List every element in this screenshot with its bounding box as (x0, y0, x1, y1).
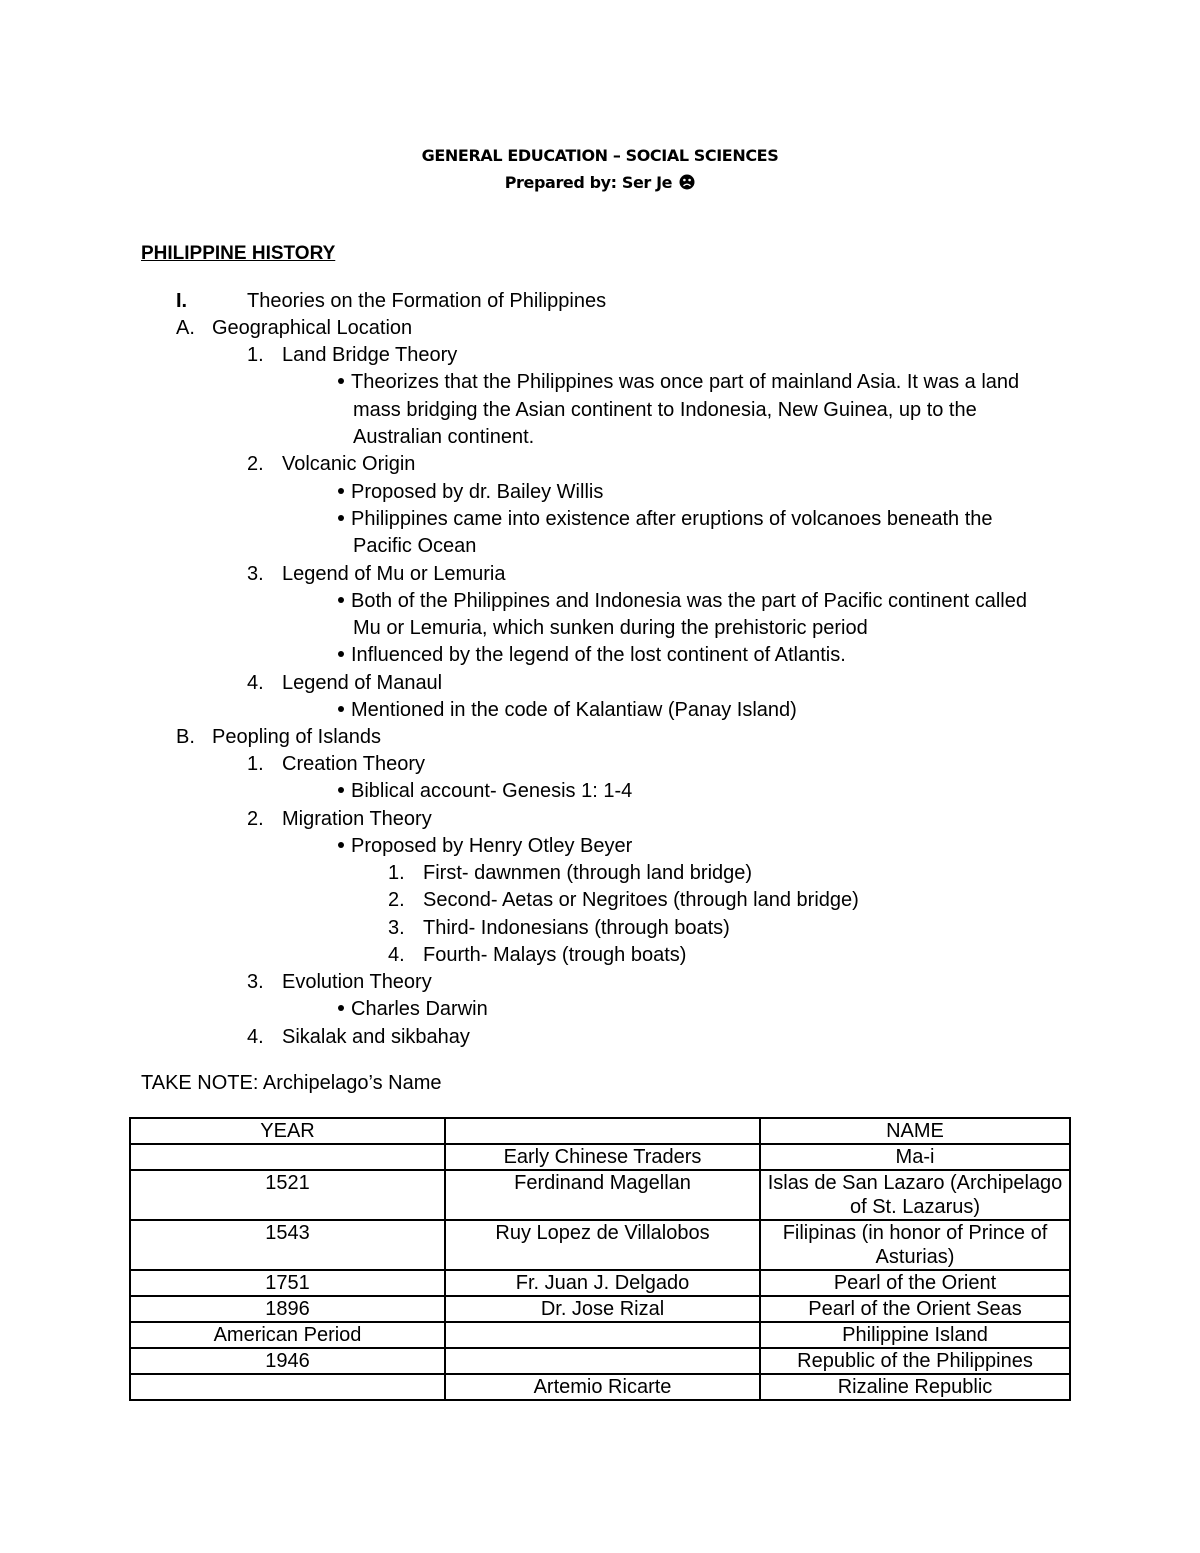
list-item-sikalak: Sikalak and sikbahay (282, 1026, 470, 1048)
bullet-item-continuation: mass bridging the Asian continent to Indonesia, New Guinea, up to the (353, 399, 977, 421)
list-marker: A. (176, 317, 195, 339)
bullet-icon (338, 515, 344, 521)
bullet-item: Influenced by the legend of the lost continent of Atlantis. (338, 642, 846, 669)
take-note-label: TAKE NOTE: Archipelago’s Name (141, 1072, 442, 1094)
table-row (130, 1322, 1070, 1348)
cell-name: Pearl of the Orient (760, 1270, 1070, 1296)
bullet-item: Proposed by dr. Bailey Willis (338, 479, 603, 506)
cell-person (445, 1348, 760, 1374)
cell-year: 1946 (130, 1348, 445, 1374)
list-item-legend-of-mu: Legend of Mu or Lemuria (282, 563, 506, 585)
roman-heading: Theories on the Formation of Philippines (247, 290, 607, 312)
list-marker: B. (176, 726, 195, 748)
bullet-item: Theorizes that the Philippines was once part of mainland Asia. It was a land (338, 369, 1019, 396)
list-marker: 1. (388, 862, 405, 884)
prepared-by-line (0, 172, 1200, 194)
cell-year: 1521 (130, 1170, 445, 1220)
bullet-item-continuation: Pacific Ocean (353, 535, 477, 557)
list-item-land-bridge: Land Bridge Theory (282, 344, 458, 366)
roman-marker: I. (176, 290, 188, 312)
section-title: PHILIPPINE HISTORY (141, 243, 336, 264)
cell-year: American Period (130, 1322, 445, 1348)
bullet-icon (338, 651, 344, 657)
list-item-creation-theory: Creation Theory (282, 753, 426, 775)
list-item-volcanic-origin: Volcanic Origin (282, 453, 416, 475)
cell-name: Ma-i (760, 1144, 1070, 1170)
table-header-row (130, 1118, 1070, 1144)
migration-wave-item: Fourth- Malays (trough boats) (423, 944, 687, 966)
column-header-year: YEAR (130, 1118, 445, 1144)
bullet-icon (338, 1005, 344, 1011)
list-marker: 1. (247, 344, 264, 366)
bullet-item-continuation: Australian continent. (353, 426, 535, 448)
bullet-item-continuation: Mu or Lemuria, which sunken during the prehistoric period (353, 617, 868, 639)
list-item-legend-of-manaul: Legend of Manaul (282, 672, 443, 694)
cell-person: Fr. Juan J. Delgado (445, 1270, 760, 1296)
subheading-peopling-of-islands: Peopling of Islands (212, 726, 382, 748)
table-row (130, 1220, 1070, 1270)
list-marker: 4. (388, 944, 405, 966)
cell-year (130, 1144, 445, 1170)
list-marker: 4. (247, 1026, 264, 1048)
cell-name: Rizaline Republic (760, 1374, 1070, 1400)
cell-person: Ruy Lopez de Villalobos (445, 1220, 760, 1270)
cell-person: Early Chinese Traders (445, 1144, 760, 1170)
list-marker: 3. (247, 971, 264, 993)
bullet-item: Mentioned in the code of Kalantiaw (Panay Island) (338, 697, 797, 724)
list-marker: 1. (247, 753, 264, 775)
cell-year (130, 1374, 445, 1400)
cell-name: Republic of the Philippines (760, 1348, 1070, 1374)
column-header-name: NAME (760, 1118, 1070, 1144)
bullet-icon (338, 488, 344, 494)
prepared-by-text: Prepared by: Ser Je (504, 173, 673, 192)
table-row (130, 1374, 1070, 1400)
cell-name: Islas de San Lazaro (Archipelago of St. Lazarus) (760, 1170, 1070, 1220)
cell-year: 1543 (130, 1220, 445, 1270)
list-marker: 4. (247, 672, 264, 694)
list-item-migration-theory: Migration Theory (282, 808, 432, 830)
bullet-icon (338, 842, 344, 848)
list-marker: 2. (247, 453, 264, 475)
table-row (130, 1270, 1070, 1296)
bullet-icon (338, 378, 344, 384)
list-item-evolution-theory: Evolution Theory (282, 971, 432, 993)
bullet-icon (338, 787, 344, 793)
bullet-item: Philippines came into existence after eruptions of volcanoes beneath the (338, 506, 993, 533)
cell-year: 1896 (130, 1296, 445, 1322)
table-row (130, 1170, 1070, 1220)
bullet-item: Charles Darwin (338, 996, 488, 1023)
list-marker: 3. (388, 917, 405, 939)
bullet-item: Proposed by Henry Otley Beyer (338, 833, 632, 860)
bullet-icon (338, 706, 344, 712)
table-row (130, 1296, 1070, 1322)
document-title: GENERAL EDUCATION – SOCIAL SCIENCES (421, 146, 779, 165)
cell-name: Pearl of the Orient Seas (760, 1296, 1070, 1322)
migration-wave-item: Second- Aetas or Negritoes (through land bridge) (423, 889, 859, 911)
cell-name: Filipinas (in honor of Prince of Asturias) (760, 1220, 1070, 1270)
list-marker: 3. (247, 563, 264, 585)
table-row (130, 1348, 1070, 1374)
list-marker: 2. (247, 808, 264, 830)
column-header-blank (445, 1118, 760, 1144)
cell-person (445, 1322, 760, 1348)
cell-name: Philippine Island (760, 1322, 1070, 1348)
bullet-icon (338, 597, 344, 603)
bullet-item: Both of the Philippines and Indonesia was the part of Pacific continent called (338, 588, 1027, 615)
bullet-item: Biblical account- Genesis 1: 1-4 (338, 778, 632, 805)
cell-year: 1751 (130, 1270, 445, 1296)
migration-wave-item: First- dawnmen (through land bridge) (423, 862, 753, 884)
frowning-face-icon (679, 174, 695, 190)
cell-person: Ferdinand Magellan (445, 1170, 760, 1220)
cell-person: Artemio Ricarte (445, 1374, 760, 1400)
cell-person: Dr. Jose Rizal (445, 1296, 760, 1322)
migration-wave-item: Third- Indonesians (through boats) (423, 917, 730, 939)
subheading-geographical-location: Geographical Location (212, 317, 413, 339)
table-row (130, 1144, 1070, 1170)
archipelago-names-table (129, 1117, 1071, 1401)
list-marker: 2. (388, 889, 405, 911)
